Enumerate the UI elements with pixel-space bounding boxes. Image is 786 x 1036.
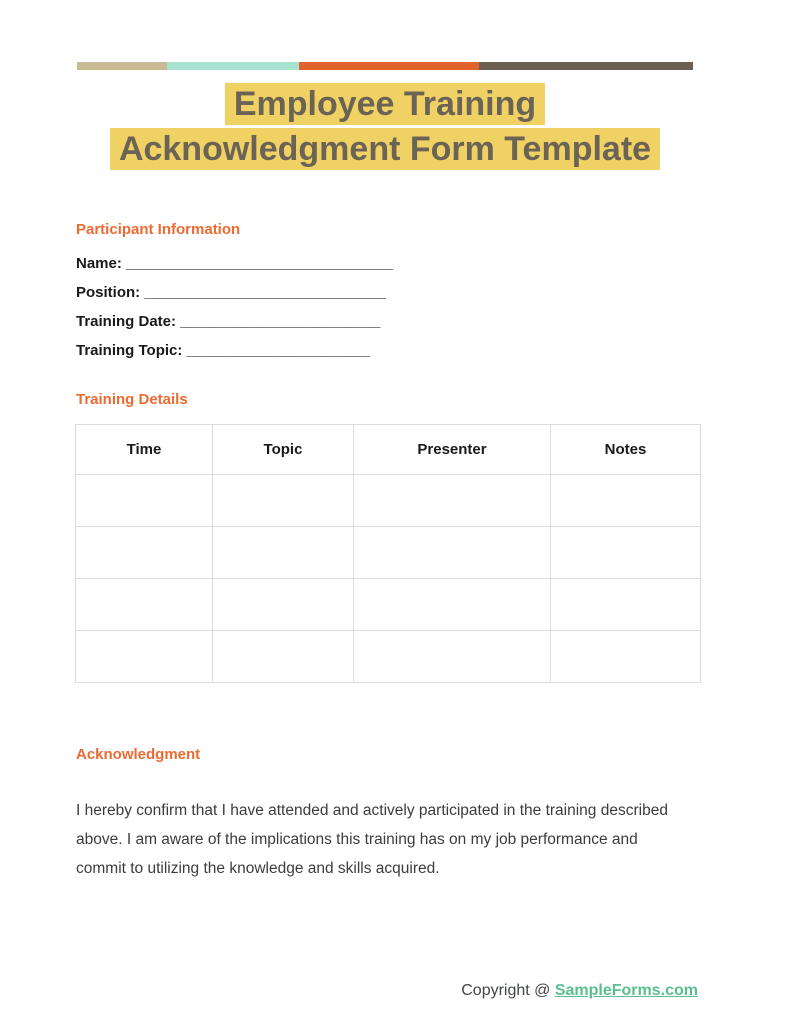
table-row — [76, 475, 701, 527]
table-cell — [76, 631, 213, 683]
table-cell — [354, 527, 551, 579]
acknowledgment-line-2: above. I am aware of the implications this training has on my job performance and — [76, 831, 638, 848]
table-cell — [76, 475, 213, 527]
acknowledgment-line-3: commit to utilizing the knowledge and skills acquired. — [76, 860, 440, 877]
footer-copyright — [461, 982, 698, 1000]
acknowledgment-heading: Acknowledgment — [76, 746, 201, 763]
table-cell — [213, 631, 354, 683]
position-field-label: Position: — [76, 284, 141, 301]
table-row — [76, 579, 701, 631]
column-header-topic: Topic — [213, 425, 354, 475]
acknowledgment-line-1: I hereby confirm that I have attended and actively participated in the training described — [76, 802, 668, 819]
training-topic-field-label: Training Topic: — [76, 342, 183, 359]
table-cell — [551, 631, 701, 683]
column-header-notes: Notes — [551, 425, 701, 475]
table-cell — [213, 475, 354, 527]
column-header-presenter: Presenter — [354, 425, 551, 475]
color-bar-segment-orange — [299, 62, 479, 70]
table-cell — [551, 579, 701, 631]
decorative-color-bar — [77, 62, 693, 70]
participant-information-heading: Participant Information — [76, 221, 241, 238]
name-field-label: Name: — [76, 255, 122, 272]
table-header-row — [76, 425, 701, 475]
training-date-field-label: Training Date: — [76, 313, 177, 330]
copyright-text: Copyright @ — [461, 982, 555, 999]
position-field-blank-line: _____________________________ — [144, 284, 387, 301]
training-details-heading: Training Details — [76, 391, 188, 408]
page-title — [77, 82, 693, 172]
table-cell — [213, 579, 354, 631]
color-bar-segment-brown — [479, 62, 693, 70]
page-title-line-2: Acknowledgment Form Template — [110, 128, 660, 170]
table-cell — [354, 631, 551, 683]
color-bar-segment-tan — [77, 62, 167, 70]
column-header-time: Time — [76, 425, 213, 475]
table-cell — [76, 579, 213, 631]
training-topic-field-blank-line: ______________________ — [186, 342, 371, 359]
training-date-field — [76, 307, 393, 336]
acknowledgment-paragraph — [76, 796, 716, 883]
table-row — [76, 631, 701, 683]
sampleforms-link[interactable]: SampleForms.com — [554, 982, 698, 999]
table-cell — [213, 527, 354, 579]
training-details-table — [75, 424, 701, 683]
position-field — [76, 278, 393, 307]
page-title-line-1: Employee Training — [225, 83, 545, 125]
table-cell — [551, 527, 701, 579]
participant-fields — [76, 249, 393, 365]
table-cell — [76, 527, 213, 579]
name-field-blank-line: ________________________________ — [126, 255, 393, 272]
table-cell — [354, 475, 551, 527]
name-field — [76, 249, 393, 278]
training-topic-field — [76, 336, 393, 365]
table-row — [76, 527, 701, 579]
color-bar-segment-mint — [167, 62, 299, 70]
table-cell — [551, 475, 701, 527]
training-date-field-blank-line: ________________________ — [180, 313, 381, 330]
table-cell — [354, 579, 551, 631]
